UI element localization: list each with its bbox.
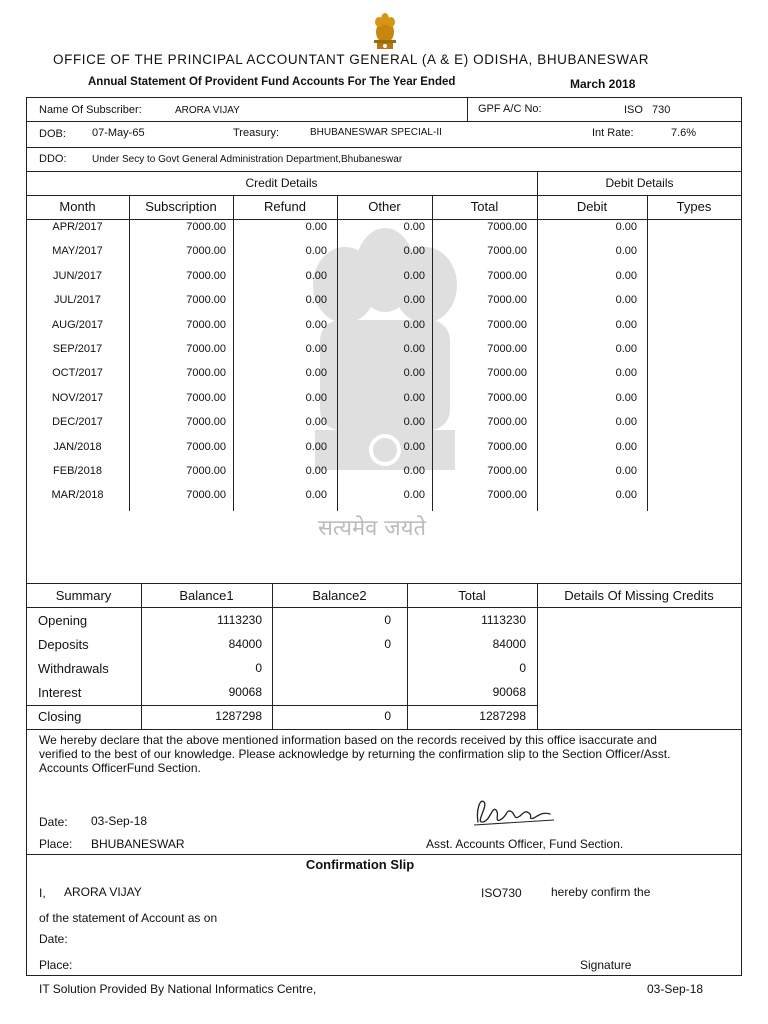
ledger-cell: 0.00 [305,343,327,355]
summary-cell: 1113230 [217,613,262,627]
ledger-cell: 0.00 [305,245,327,257]
ledger-cell: 7000.00 [487,343,527,355]
summary-row-label: Withdrawals [38,661,109,676]
treasury-label: Treasury: [233,127,280,139]
ledger-cell: 0.00 [403,343,425,355]
ledger-cell: 0.00 [615,367,637,379]
ledger-column-header: Subscription [145,199,217,214]
ledger-cell: 7000.00 [186,245,226,257]
ledger-cell: 0.00 [403,416,425,428]
footer-provider: IT Solution Provided By National Informatics Centre, [39,982,317,996]
int-rate-label: Int Rate: [592,127,634,139]
ledger-cell: 0.00 [305,465,327,477]
confirm-account: ISO730 [481,886,522,900]
office-title: OFFICE OF THE PRINCIPAL ACCOUNTANT GENERAL (A & E) ODISHA, BHUBANESWAR [53,52,650,67]
confirm-text: hereby confirm the [551,885,651,899]
ledger-cell: 7000.00 [186,319,226,331]
ledger-cell: 0.00 [305,367,327,379]
summary-cell: 1287298 [479,709,526,723]
ddo-label: DDO: [39,153,67,165]
credit-details-title: Credit Details [245,176,318,190]
ledger-cell: 0.00 [615,270,637,282]
summary-cell: 1287298 [215,709,262,723]
ledger-cell: 0.00 [403,270,425,282]
ledger-cell: 0.00 [305,319,327,331]
summary-cell: 0 [384,637,391,651]
officer-signature [470,792,560,830]
ledger-month: SEP/2017 [52,343,103,355]
ledger-cell: 7000.00 [186,392,226,404]
dob-value: 07-May-65 [92,127,145,139]
ledger-cell: 0.00 [615,416,637,428]
summary-cell: 84000 [228,637,262,651]
ledger-cell: 7000.00 [487,221,527,233]
ledger-cell: 0.00 [305,221,327,233]
ledger-cell: 7000.00 [487,245,527,257]
summary-column-header: Balance1 [179,588,234,603]
ledger-cell: 0.00 [615,221,637,233]
ledger-month: NOV/2017 [51,392,104,404]
confirm-signature-label: Signature [580,958,632,972]
summary-row-label: Opening [38,613,88,628]
declaration-line-1: We hereby declare that the above mentioned information based on the records received by this office isaccurate and [39,733,657,747]
ledger-cell: 7000.00 [487,319,527,331]
ledger-column-header: Types [676,199,712,214]
ledger-cell: 7000.00 [186,221,226,233]
footer-date: 03-Sep-18 [647,982,704,996]
declaration-place: BHUBANESWAR [91,837,185,851]
ledger-cell: 0.00 [615,294,637,306]
confirm-i-label: I, [39,886,46,900]
ledger-cell: 0.00 [615,441,637,453]
declaration-date-label: Date: [39,815,68,829]
ledger-month: JUN/2017 [53,270,102,282]
ledger-cell: 7000.00 [186,270,226,282]
ddo-value: Under Secy to Govt General Administration Department,Bhubaneswar [92,154,403,165]
ledger-cell: 7000.00 [186,441,226,453]
ledger-cell: 7000.00 [186,465,226,477]
summary-column-header: Details Of Missing Credits [564,588,714,603]
summary-cell: 90068 [492,685,526,699]
ledger-month: DEC/2017 [52,416,103,428]
summary-cell: 90068 [228,685,262,699]
ledger-cell: 0.00 [403,367,425,379]
ledger-cell: 0.00 [403,489,425,501]
ledger-cell: 0.00 [305,392,327,404]
ledger-month: MAR/2018 [51,489,104,501]
dob-label: DOB: [39,128,66,140]
ledger-cell: 0.00 [403,319,425,331]
ledger-column-header: Month [59,199,96,214]
confirm-date-label: Date: [39,932,68,946]
ledger-cell: 7000.00 [487,489,527,501]
confirmation-title: Confirmation Slip [305,857,415,872]
ledger-cell: 0.00 [403,465,425,477]
summary-cell: 0 [519,661,526,675]
ledger-cell: 0.00 [305,270,327,282]
ledger-cell: 7000.00 [186,294,226,306]
summary-cell: 1113230 [481,613,526,627]
summary-cell: 84000 [492,637,526,651]
summary-row-label: Closing [38,709,82,724]
ledger-month: OCT/2017 [52,367,103,379]
signatory-title: Asst. Accounts Officer, Fund Section. [426,837,624,851]
ledger-cell: 0.00 [305,294,327,306]
confirm-statement-line: of the statement of Account as on [39,911,218,925]
confirm-place-label: Place: [39,958,73,972]
gpf-number: 730 [652,104,671,116]
ledger-cell: 0.00 [615,343,637,355]
confirm-name: ARORA VIJAY [64,885,142,899]
ledger-cell: 0.00 [615,392,637,404]
declaration-place-label: Place: [39,837,73,851]
ledger-cell: 0.00 [403,221,425,233]
ledger-column-header: Debit [576,199,608,214]
ledger-cell: 7000.00 [487,441,527,453]
summary-cell: 0 [255,661,262,675]
treasury-value: BHUBANESWAR SPECIAL-II [310,127,442,138]
debit-details-title: Debit Details [605,176,674,190]
ledger-cell: 0.00 [403,392,425,404]
statement-title: Annual Statement Of Provident Fund Accounts For The Year Ended [88,76,456,88]
int-rate-value: 7.6% [671,127,697,139]
ledger-cell: 7000.00 [186,343,226,355]
ledger-cell: 0.00 [305,441,327,453]
summary-row-label: Interest [38,685,82,700]
summary-row-label: Deposits [38,637,89,652]
ledger-cell: 0.00 [305,489,327,501]
ledger-column-header: Other [368,199,401,214]
ledger-column-header: Total [470,199,499,214]
ledger-month: JAN/2018 [53,441,102,453]
ledger-column-header: Refund [264,199,306,214]
ledger-cell: 7000.00 [186,367,226,379]
ledger-cell: 0.00 [615,465,637,477]
ledger-cell: 7000.00 [186,489,226,501]
summary-column-header: Balance2 [312,588,367,603]
ledger-cell: 7000.00 [487,367,527,379]
ledger-month: APR/2017 [52,221,103,233]
ledger-cell: 7000.00 [487,270,527,282]
ledger-cell: 0.00 [615,319,637,331]
ledger-cell: 7000.00 [186,416,226,428]
summary-cell: 0 [384,709,391,723]
ledger-cell: 0.00 [403,441,425,453]
ledger-cell: 0.00 [403,245,425,257]
ledger-cell: 0.00 [403,294,425,306]
ledger-cell: 0.00 [615,245,637,257]
ledger-month: AUG/2017 [51,319,104,331]
summary-column-header: Total [458,588,486,603]
ledger-cell: 0.00 [615,489,637,501]
ledger-month: JUL/2017 [53,294,102,306]
declaration-date: 03-Sep-18 [91,814,148,828]
statement-period: March 2018 [570,77,636,91]
watermark-motto: सत्यमेव जयते [318,516,427,541]
ledger-month: MAY/2017 [52,245,103,257]
ledger-cell: 7000.00 [487,465,527,477]
subscriber-name-label: Name Of Subscriber: [39,104,142,116]
declaration-line-2: verified to the best of our knowledge. Please acknowledge by returning the confirmation slip to the Section Officer/Asst. [39,747,671,761]
gpf-label: GPF A/C No: [478,103,542,115]
summary-column-header: Summary [55,588,112,603]
gpf-series: ISO [624,104,643,116]
ledger-cell: 7000.00 [487,416,527,428]
subscriber-name: ARORA VIJAY [175,105,240,116]
ledger-cell: 0.00 [305,416,327,428]
state-emblem [370,10,400,52]
ledger-cell: 7000.00 [487,392,527,404]
ledger-month: FEB/2018 [53,465,102,477]
declaration-line-3: Accounts OfficerFund Section. [39,761,201,775]
ledger-cell: 7000.00 [487,294,527,306]
summary-cell: 0 [384,613,391,627]
